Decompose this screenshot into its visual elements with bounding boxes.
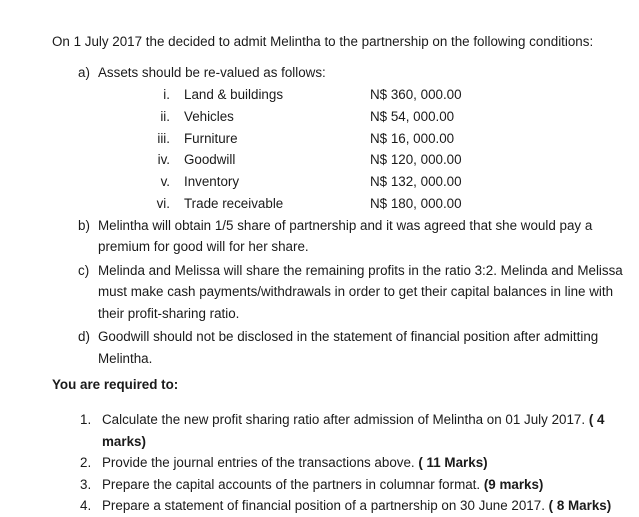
condition-marker: b) xyxy=(78,217,90,233)
asset-row-vehicles xyxy=(78,106,634,128)
condition-text: Melinda and Melissa will share the remaining profits in the ratio 3:2. Melinda and Melissa must make cash payments/withdrawals in order to get their capital balances in line with their profit-sharing ratio. xyxy=(98,262,623,321)
asset-amount: N$ 360, 000.00 xyxy=(370,86,462,102)
asset-number: v. xyxy=(160,173,170,189)
requirement-text: Provide the journal entries of the transactions above. xyxy=(102,455,415,470)
condition-d xyxy=(78,326,634,369)
condition-text: Goodwill should not be disclosed in the statement of financial position after admitting Melintha. xyxy=(98,329,599,366)
requirement-marker: 1. xyxy=(80,412,92,427)
requirement-2 xyxy=(80,452,634,474)
asset-number: i. xyxy=(163,86,170,102)
asset-amount: N$ 132, 000.00 xyxy=(370,173,462,189)
requirement-marks: (9 marks) xyxy=(483,476,544,492)
condition-a xyxy=(78,62,634,84)
requirement-text: Calculate the new profit sharing ratio after admission of Melintha on 01 July 2017. xyxy=(102,412,586,427)
required-heading: You are required to: xyxy=(52,377,179,392)
asset-number: vi. xyxy=(156,195,170,211)
asset-amount: N$ 16, 000.00 xyxy=(370,130,455,146)
requirement-4 xyxy=(80,495,634,517)
conditions-list xyxy=(78,62,634,369)
requirements-list xyxy=(80,409,634,517)
requirement-text: Prepare the capital accounts of the partners in columnar format. xyxy=(102,476,481,492)
condition-text: Melintha will obtain 1/5 share of partnership and it was agreed that she would pay a premium for good will for her share. xyxy=(98,217,593,254)
asset-row-furniture xyxy=(78,128,634,150)
asset-amount: N$ 54, 000.00 xyxy=(370,108,455,124)
condition-c xyxy=(78,260,634,325)
asset-label: Furniture xyxy=(184,130,238,146)
requirement-marks: ( 4 marks) xyxy=(102,412,605,449)
asset-label: Vehicles xyxy=(184,108,234,124)
asset-label: Inventory xyxy=(184,173,240,189)
condition-text: Assets should be re-valued as follows: xyxy=(98,65,326,80)
asset-amount: N$ 120, 000.00 xyxy=(370,151,462,167)
requirement-marker: 4. xyxy=(80,498,92,513)
asset-label: Goodwill xyxy=(184,151,236,167)
asset-row-land xyxy=(78,84,634,106)
requirement-marker: 2. xyxy=(80,455,92,470)
intro-paragraph: On 1 July 2017 the decided to admit Melintha to the partnership on the following conditions: xyxy=(52,34,594,49)
asset-row-trade-receivable xyxy=(78,193,634,215)
requirement-marks: ( 11 Marks) xyxy=(418,455,488,470)
asset-label: Land & buildings xyxy=(184,86,284,102)
asset-label: Trade receivable xyxy=(184,195,284,211)
asset-revaluation-list xyxy=(78,84,634,215)
requirement-marks: ( 8 Marks) xyxy=(548,498,612,513)
requirement-text: Prepare a statement of financial position of a partnership on 30 June 2017. xyxy=(102,498,545,513)
condition-marker: c) xyxy=(78,262,90,278)
asset-amount: N$ 180, 000.00 xyxy=(370,195,462,211)
condition-b xyxy=(78,215,634,258)
asset-number: ii. xyxy=(160,108,170,124)
condition-marker: d) xyxy=(78,329,90,344)
condition-marker: a) xyxy=(78,65,90,80)
requirement-1 xyxy=(80,409,634,452)
asset-number: iv. xyxy=(157,151,170,167)
asset-row-goodwill xyxy=(78,149,634,171)
asset-number: iii. xyxy=(157,130,170,146)
requirement-marker: 3. xyxy=(80,476,92,492)
requirement-3 xyxy=(80,474,634,496)
asset-row-inventory xyxy=(78,171,634,193)
